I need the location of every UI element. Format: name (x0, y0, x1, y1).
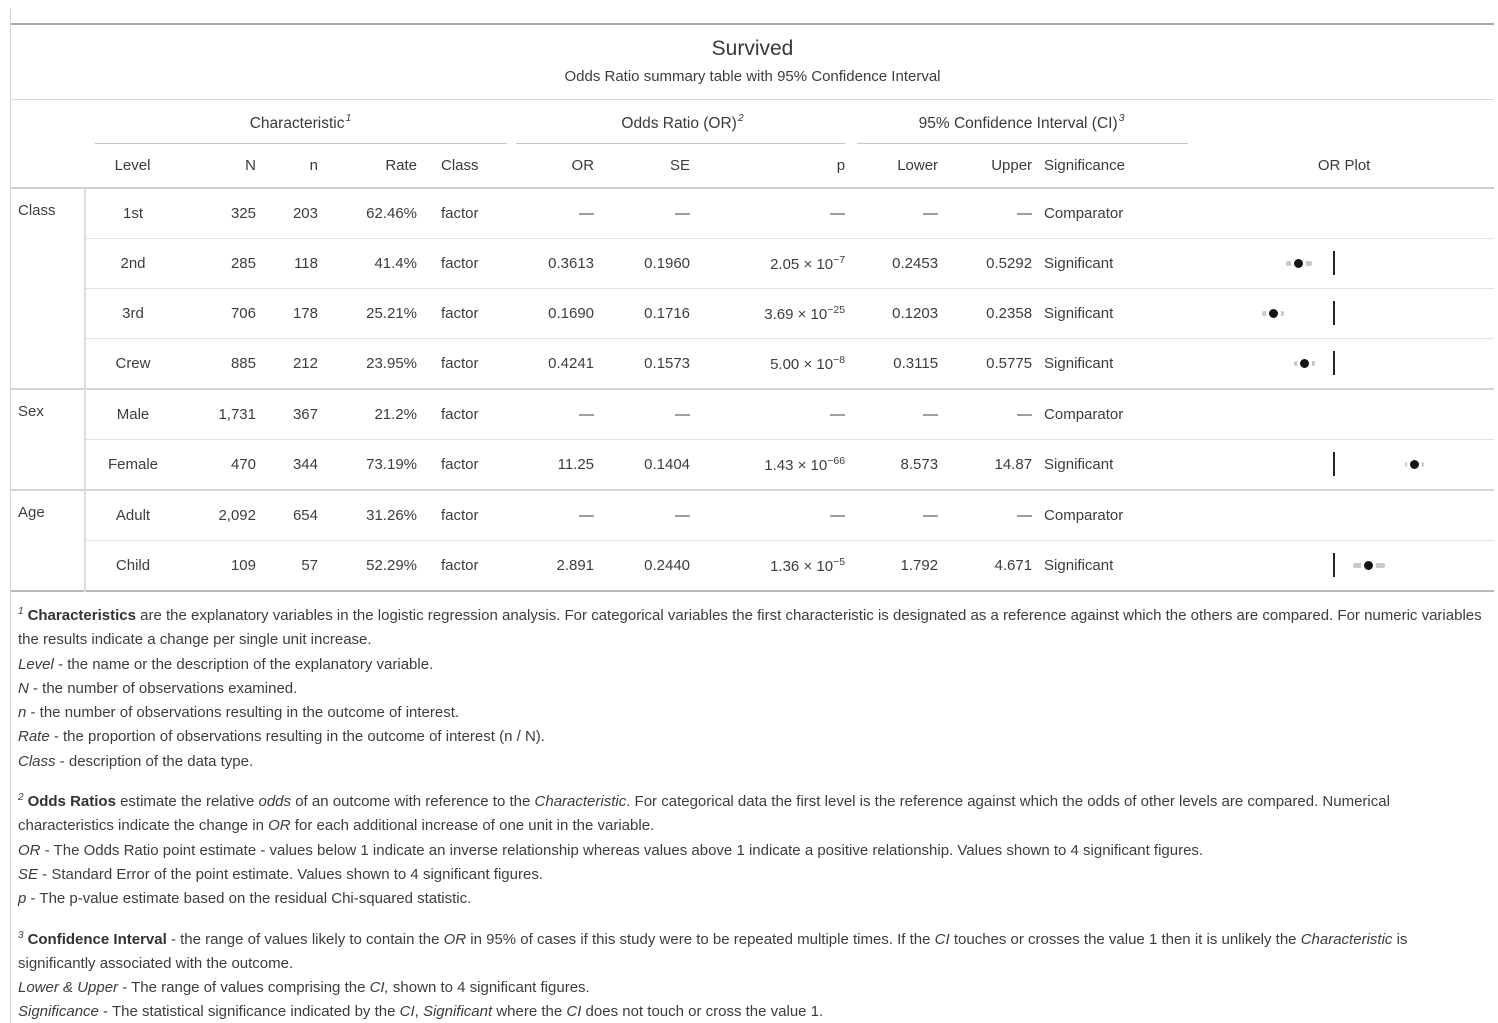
or-dot (1291, 256, 1306, 271)
or-plot (1194, 239, 1494, 288)
cell-significance: Comparator (1044, 205, 1124, 222)
cell-class: factor (421, 289, 516, 339)
footnote-mark-1: 1 (345, 111, 352, 124)
cell-se: — (675, 205, 691, 222)
cell-n-total: 706 (180, 289, 260, 339)
footnote-term-italic: Significance (18, 1003, 99, 1021)
cell-n-outcome: 654 (260, 490, 322, 541)
footnote-term-italic: Rate (18, 728, 50, 746)
col-header-lower: Lower (849, 144, 942, 188)
cell-or: 0.3613 (516, 239, 598, 289)
rowgroup-label: Age (11, 490, 85, 591)
cell-p (694, 490, 849, 541)
or-dot (1361, 558, 1376, 573)
or-plot-cell (1194, 289, 1494, 339)
cell-se: — (598, 490, 694, 541)
footnote-text: - the number of observations resulting in the outcome of interest. (26, 704, 460, 722)
cell-or: 2.891 (516, 541, 598, 592)
footnotes (11, 600, 1494, 1023)
cell-n-outcome: 212 (260, 339, 322, 390)
cell-level: 2nd (85, 239, 180, 289)
cell-se: 0.2440 (598, 541, 694, 592)
table-row (11, 289, 1494, 339)
footnote-text: touches or crosses the value 1 then it is unlikely the (949, 930, 1301, 948)
footnote-mark-3: 3 (1118, 111, 1125, 124)
spanner-characteristic-label: Characteristic (249, 114, 345, 132)
footnote-text: are the explanatory variables in the logistic regression analysis. For categorical variables the first characteristic is designated as a reference against which the others are compared. For numeric variables the results indicate a change per single unit increase. (18, 607, 1482, 649)
col-header-rate: Rate (322, 144, 421, 188)
footnote-text: shown to 4 significant figures. (388, 979, 590, 997)
or-dot (1266, 306, 1281, 321)
footnote-term-italic: odds (258, 793, 292, 811)
cell-ci-lower: 0.1203 (849, 289, 942, 339)
cell-rate: 25.21% (322, 289, 421, 339)
cell-n-outcome: 178 (260, 289, 322, 339)
cell-n-total: 2,092 (180, 490, 260, 541)
cell-se: — (598, 389, 694, 440)
p-mantissa: 5.00 × 10 (770, 356, 834, 373)
or-plot-cell (1194, 440, 1494, 491)
p-mantissa: — (830, 205, 846, 222)
cell-se: 0.1404 (598, 440, 694, 491)
or-dot (1297, 356, 1312, 371)
reference-line (1333, 553, 1335, 577)
footnote-text: - the proportion of observations resulting in the outcome of interest (n / N). (49, 728, 545, 746)
cell-ci-lower: — (923, 205, 939, 222)
footnote-term-italic: CI, (369, 979, 389, 997)
cell-p (694, 541, 849, 592)
rowgroup-header-spacer (11, 144, 85, 188)
footnote-paragraph (18, 786, 1484, 839)
cell-class: factor (421, 389, 516, 440)
or-dot (1407, 457, 1422, 472)
footnote-term-italic: SE (18, 865, 39, 883)
footnote-mark-2: 2 (737, 111, 744, 124)
rowgroup-label: Class (18, 202, 56, 219)
footnote-text: in 95% of cases if this study were to be repeated multiple times. If the (466, 930, 935, 948)
or-plot (1194, 541, 1494, 590)
cell-class: factor (421, 440, 516, 491)
cell-or: 0.1690 (516, 289, 598, 339)
footnote-term-italic: Significant (422, 1003, 493, 1021)
col-header-upper: Upper (942, 144, 1036, 188)
footnote-text: does not touch or cross the value 1. (581, 1003, 824, 1021)
footnote-term-line (18, 863, 1484, 887)
table-row (11, 490, 1494, 541)
cell-n-total: 470 (180, 440, 260, 491)
col-header-n-outcome: n (260, 144, 322, 188)
footnote-term-line (18, 1000, 1484, 1023)
spanner-odds-ratio-label: Odds Ratio (OR) (621, 114, 737, 132)
footnote-term-italic: Characteristic (534, 793, 627, 811)
p-mantissa: 2.05 × 10 (770, 256, 834, 273)
footnote-text: , (414, 1003, 423, 1021)
cell-ci-lower: 1.792 (849, 541, 942, 592)
footnote-3 (18, 924, 1484, 1023)
cell-or: 0.4241 (516, 339, 598, 390)
footnote-text: - Standard Error of the point estimate. Values shown to 4 significant figures. (38, 865, 543, 883)
footnote-term-italic: OR (443, 930, 467, 948)
spanner-spacer-right (1194, 100, 1494, 144)
table-row (11, 239, 1494, 289)
cell-level: Crew (85, 339, 180, 390)
table-body (11, 188, 1494, 591)
or-plot-cell (1194, 389, 1494, 440)
cell-level: Adult (85, 490, 180, 541)
cell-class: factor (421, 239, 516, 289)
cell-p (694, 339, 849, 390)
or-plot-cell (1194, 339, 1494, 390)
cell-ci-upper: 14.87 (942, 440, 1036, 491)
cell-level: Child (85, 541, 180, 592)
footnote-term-italic: Level (18, 655, 54, 673)
footnote-term-line (18, 653, 1484, 677)
footnote-paragraph (18, 924, 1484, 977)
footnote-text: estimate the relative (115, 793, 259, 811)
cell-rate: 41.4% (322, 239, 421, 289)
cell-significance: Significant (1036, 541, 1194, 592)
cell-n-total: 325 (230, 205, 256, 222)
cell-n-total: 109 (180, 541, 260, 592)
reference-line (1333, 452, 1335, 476)
cell-significance: Significant (1036, 339, 1194, 390)
footnote-term-bold: Characteristics (27, 607, 136, 624)
footnote-term-line (18, 750, 1484, 774)
col-header-or-plot: OR Plot (1194, 144, 1494, 188)
cell-class: factor (421, 490, 516, 541)
title-block (11, 23, 1494, 100)
p-mantissa: 1.43 × 10 (764, 457, 828, 474)
col-header-or: OR (516, 144, 598, 188)
cell-p (694, 188, 849, 239)
cell-n-outcome: 203 (292, 205, 318, 222)
col-header-p: p (694, 144, 849, 188)
footnote-term-line (18, 839, 1484, 863)
cell-ci-upper: 0.5292 (942, 239, 1036, 289)
footnote-1 (18, 600, 1484, 774)
footnote-text: - description of the data type. (55, 752, 254, 770)
footnote-text: is significantly associated with the outcome. (18, 930, 1408, 972)
cell-n-outcome: 344 (260, 440, 322, 491)
p-exponent: −5 (833, 556, 846, 568)
spanner-row (11, 100, 1494, 144)
cell-ci-lower: — (849, 389, 942, 440)
or-plot-cell (1194, 188, 1494, 239)
cell-n-total: 285 (180, 239, 260, 289)
cell-ci-upper: — (942, 490, 1036, 541)
page-title: Survived (711, 37, 794, 60)
cell-class: factor (421, 541, 516, 592)
footnote-text: - the range of values likely to contain the (166, 930, 444, 948)
footnote-text: - the number of observations examined. (28, 679, 298, 697)
p-mantissa: 1.36 × 10 (770, 558, 834, 575)
p-mantissa: — (830, 507, 846, 524)
footnote-term-italic: OR (268, 817, 291, 835)
cell-significance: Significant (1036, 239, 1194, 289)
spanner-characteristic (85, 100, 516, 144)
spanner-spacer-left (11, 100, 85, 144)
cell-level: Female (85, 440, 180, 491)
cell-or: — (516, 389, 598, 440)
reference-line (1333, 301, 1335, 325)
footnote-mark-1: 1 (18, 606, 24, 617)
col-header-se: SE (598, 144, 694, 188)
cell-rate: 73.19% (322, 440, 421, 491)
cell-rate: 21.2% (322, 389, 421, 440)
reference-line (1333, 251, 1335, 275)
spanner-confidence-interval (849, 100, 1194, 144)
footnote-term-italic: Class (18, 752, 56, 770)
footnote-text: - The statistical significance indicated by the (98, 1003, 400, 1021)
footnote-text: - the name or the description of the explanatory variable. (53, 655, 434, 673)
cell-class: factor (421, 339, 516, 390)
cell-ci-upper: 0.5775 (942, 339, 1036, 390)
or-plot (1194, 440, 1494, 489)
cell-rate: 23.95% (322, 339, 421, 390)
col-header-significance: Significance (1036, 144, 1194, 188)
col-header-class: Class (421, 144, 516, 188)
cell-ci-upper: — (942, 389, 1036, 440)
footnote-text: - The range of values comprising the (118, 979, 370, 997)
cell-or: 11.25 (516, 440, 598, 491)
cell-n-outcome: 118 (260, 239, 322, 289)
footnote-term-line (18, 701, 1484, 725)
cell-ci-upper: — (1017, 205, 1033, 222)
footnote-text: . For categorical data the first level is the reference against which the odds of other levels are compared. Numerical characteristics indicate the change in (18, 793, 1390, 835)
reference-line (1333, 351, 1335, 375)
or-plot-cell (1194, 541, 1494, 592)
spanner-odds-ratio (516, 100, 849, 144)
footnote-term-line (18, 976, 1484, 1000)
footnote-mark-3: 3 (18, 929, 24, 941)
p-exponent: −25 (827, 304, 846, 316)
page-subtitle: Odds Ratio summary table with 95% Confidence Interval (564, 68, 941, 85)
cell-ci-lower: 8.573 (849, 440, 942, 491)
cell-rate: 31.26% (322, 490, 421, 541)
footnote-text: - The Odds Ratio point estimate - values below 1 indicate an inverse relationship whereas values above 1 indicate a positive relationship. Values shown to 4 significant figures. (40, 841, 1204, 859)
footnote-term-italic: CI (934, 930, 950, 948)
rowgroup-label: Sex (11, 389, 85, 490)
footnote-term-line (18, 677, 1484, 701)
cell-significance: Comparator (1036, 389, 1194, 440)
footnote-term-italic: n (18, 704, 27, 722)
cell-ci-upper: 4.671 (942, 541, 1036, 592)
footnote-term-italic: Characteristic (1300, 930, 1393, 948)
footnote-text: of an outcome with reference to the (291, 793, 535, 811)
cell-n-outcome: 367 (260, 389, 322, 440)
p-mantissa: — (830, 406, 846, 423)
footnote-2 (18, 786, 1484, 911)
p-exponent: −8 (833, 354, 846, 366)
footnote-text: - The p-value estimate based on the residual Chi-squared statistic. (26, 890, 472, 908)
col-header-n-total: N (180, 144, 260, 188)
cell-significance: Significant (1036, 289, 1194, 339)
cell-level: 1st (85, 188, 180, 239)
footnote-term-line (18, 887, 1484, 911)
footnote-term-bold: Confidence Interval (27, 930, 167, 948)
p-exponent: −7 (833, 254, 846, 266)
page-content (11, 0, 1494, 1023)
table-row (11, 440, 1494, 491)
cell-p (694, 239, 849, 289)
footnote-term-line (18, 725, 1484, 749)
footnote-term-italic: OR (18, 841, 41, 859)
cell-or: — (579, 205, 595, 222)
footnote-text: where the (492, 1003, 567, 1021)
footnote-mark-2: 2 (18, 792, 24, 804)
spanner-confidence-interval-label: 95% Confidence Interval (CI) (918, 114, 1118, 132)
footnote-paragraph (18, 600, 1484, 653)
cell-rate: 52.29% (322, 541, 421, 592)
cell-class: factor (441, 205, 479, 222)
or-plot (1194, 339, 1494, 388)
column-header-row (11, 144, 1494, 188)
cell-n-total: 1,731 (180, 389, 260, 440)
or-plot (1194, 289, 1494, 338)
p-mantissa: 3.69 × 10 (764, 306, 828, 323)
cell-significance: Significant (1036, 440, 1194, 491)
cell-n-outcome: 57 (260, 541, 322, 592)
cell-se: 0.1573 (598, 339, 694, 390)
footnote-term-italic: Lower & Upper (18, 979, 119, 997)
table-row (11, 339, 1494, 390)
cell-ci-lower: — (849, 490, 942, 541)
cell-or: — (516, 490, 598, 541)
table-row (11, 389, 1494, 440)
footnote-term-bold: Odds Ratios (27, 793, 116, 811)
cell-ci-upper: 0.2358 (942, 289, 1036, 339)
cell-se: 0.1960 (598, 239, 694, 289)
footnote-term-italic: N (18, 679, 29, 697)
cell-p (694, 440, 849, 491)
cell-rate: 62.46% (366, 205, 417, 222)
cell-p (694, 289, 849, 339)
cell-significance: Comparator (1036, 490, 1194, 541)
cell-p (694, 389, 849, 440)
cell-ci-lower: 0.2453 (849, 239, 942, 289)
cell-ci-lower: 0.3115 (849, 339, 942, 390)
footnote-text: for each additional increase of one unit in the variable. (290, 817, 655, 835)
footnote-term-italic: CI (566, 1003, 582, 1021)
cell-n-total: 885 (180, 339, 260, 390)
odds-ratio-table (11, 100, 1494, 592)
footnote-term-italic: CI (399, 1003, 415, 1021)
footnote-term-italic: p (18, 890, 27, 908)
cell-level: Male (85, 389, 180, 440)
cell-se: 0.1716 (598, 289, 694, 339)
or-plot-cell (1194, 490, 1494, 541)
p-exponent: −66 (827, 455, 846, 467)
col-header-level: Level (85, 144, 180, 188)
table-row (11, 188, 1494, 239)
table-row (11, 541, 1494, 592)
cell-level: 3rd (85, 289, 180, 339)
or-plot-cell (1194, 239, 1494, 289)
table-header (11, 100, 1494, 188)
